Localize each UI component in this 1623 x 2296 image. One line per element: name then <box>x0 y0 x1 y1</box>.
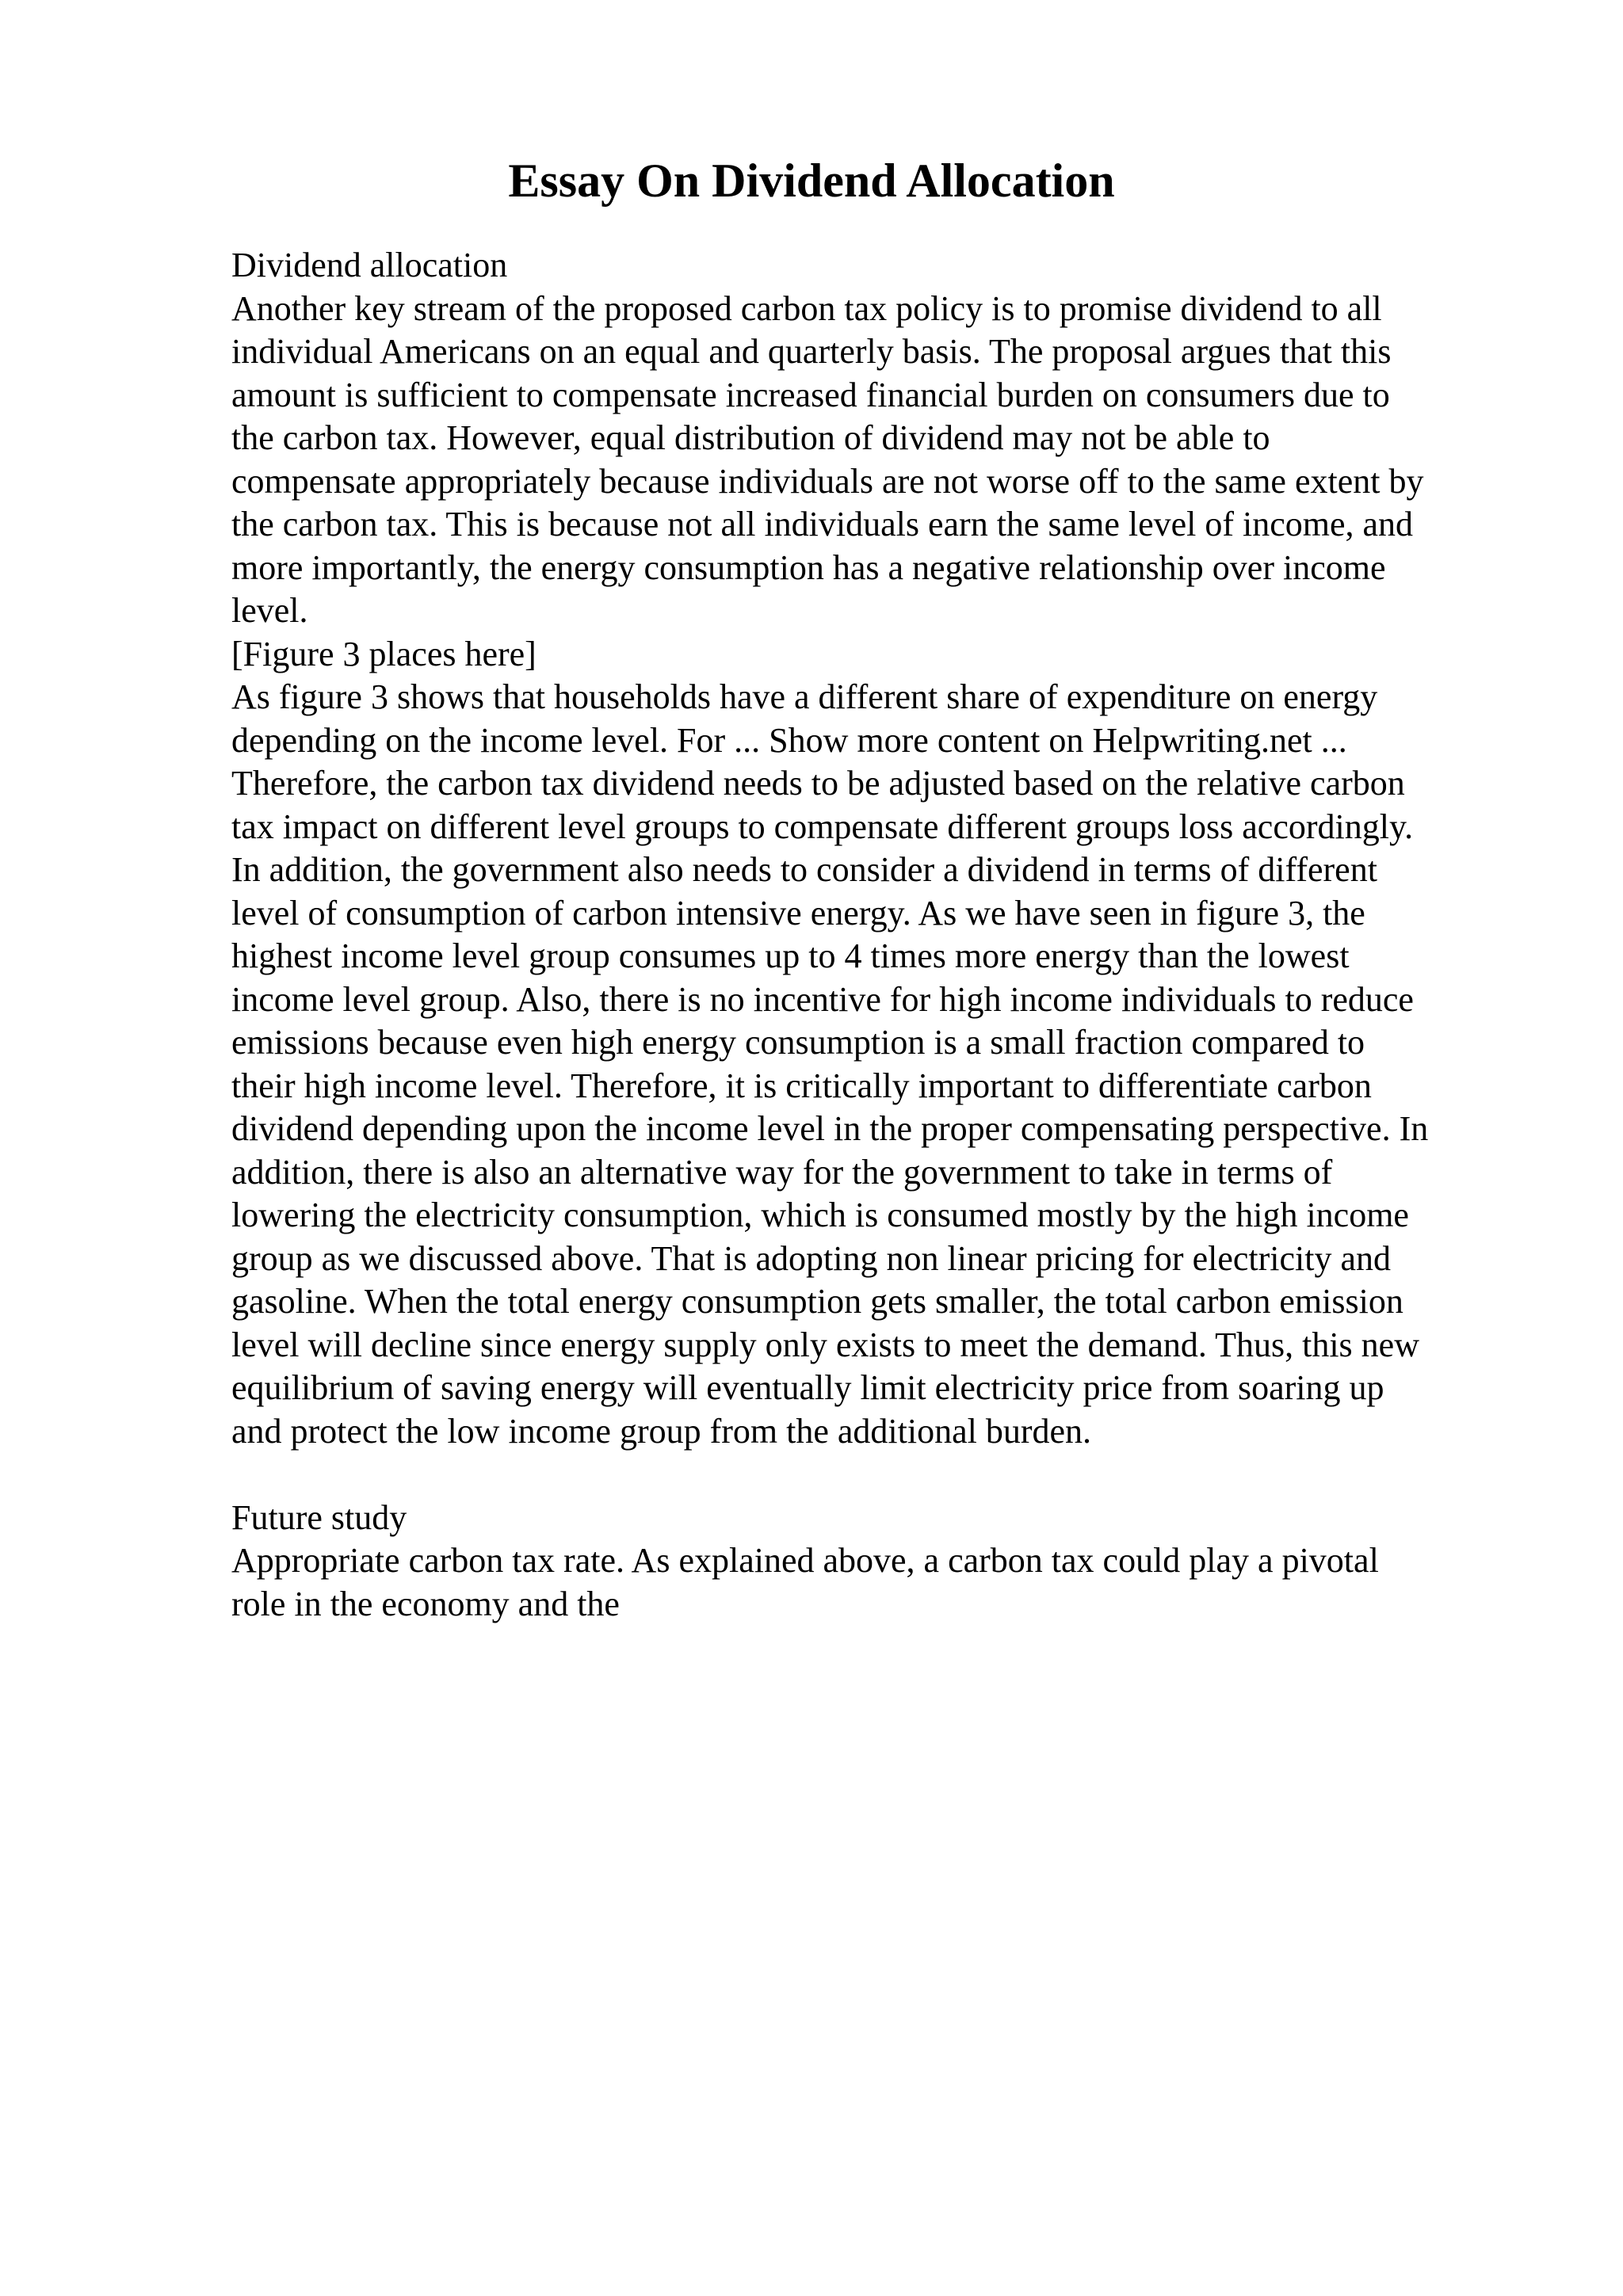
text-line: compensate appropriately because individuals are not worse off to the same extent by <box>231 461 1424 501</box>
text-line: level of consumption of carbon intensive energy. As we have seen in figure 3, the <box>231 893 1365 933</box>
section-dividend-allocation-text <box>231 288 1515 1454</box>
text-line: As figure 3 shows that households have a different share of expenditure on energy <box>231 677 1378 716</box>
text-line: Therefore, the carbon tax dividend needs to be adjusted based on the relative carbon <box>231 764 1405 803</box>
text-line: dividend depending upon the income level in the proper compensating perspective. In <box>231 1109 1429 1148</box>
text-line: Appropriate carbon tax rate. As explained above, a carbon tax could play a pivotal <box>231 1541 1379 1580</box>
text-line: lowering the electricity consumption, which is consumed mostly by the high income <box>231 1196 1409 1234</box>
text-line: and protect the low income group from the additional burden. <box>231 1411 1092 1451</box>
text-line: the carbon tax. However, equal distribution of dividend may not be able to <box>231 418 1270 457</box>
text-line: income level group. Also, there is no incentive for high income individuals to reduce <box>231 979 1414 1019</box>
section-heading-dividend-allocation: Dividend allocation <box>231 246 508 284</box>
text-line: In addition, the government also needs to consider a dividend in terms of different <box>231 850 1377 889</box>
text-line: amount is sufficient to compensate increased financial burden on consumers due to <box>231 375 1390 414</box>
text-line: addition, there is also an alternative way for the government to take in terms of <box>231 1152 1333 1192</box>
document-body <box>231 244 1515 1626</box>
text-line: role in the economy and the <box>231 1584 620 1623</box>
text-line: more importantly, the energy consumption has a negative relationship over income <box>231 547 1386 587</box>
text-line: emissions because even high energy consumption is a small fraction compared to <box>231 1023 1365 1062</box>
page-title: Essay On Dividend Allocation <box>508 154 1115 207</box>
text-line: highest income level group consumes up to 4 times more energy than the lowest <box>231 936 1350 975</box>
text-line: equilibrium of saving energy will eventually limit electricity price from soaring up <box>231 1368 1384 1407</box>
paragraph-spacer <box>231 1453 1515 1497</box>
section-heading-future-study: Future study <box>231 1497 407 1537</box>
section-future-study-text <box>231 1539 1515 1626</box>
text-line: the carbon tax. This is because not all individuals earn the same level of income, and <box>231 505 1414 543</box>
text-line: Another key stream of the proposed carbon tax policy is to promise dividend to all <box>231 288 1382 328</box>
text-line: gasoline. When the total energy consumption gets smaller, the total carbon emission <box>231 1282 1403 1321</box>
text-line: level will decline since energy supply only exists to meet the demand. Thus, this new <box>231 1325 1419 1364</box>
text-line: their high income level. Therefore, it is critically important to differentiate carbon <box>231 1066 1372 1105</box>
figure-placeholder-text: [Figure 3 places here] <box>231 634 537 673</box>
text-line: group as we discussed above. That is adopting non linear pricing for electricity and <box>231 1238 1391 1278</box>
text-line: level. <box>231 591 308 630</box>
text-line: tax impact on different level groups to compensate different groups loss accordingly. <box>231 807 1414 846</box>
text-line: individual Americans on an equal and quarterly basis. The proposal argues that this <box>231 332 1392 371</box>
text-line: depending on the income level. For ... Show more content on Helpwriting.net ... <box>231 720 1347 760</box>
